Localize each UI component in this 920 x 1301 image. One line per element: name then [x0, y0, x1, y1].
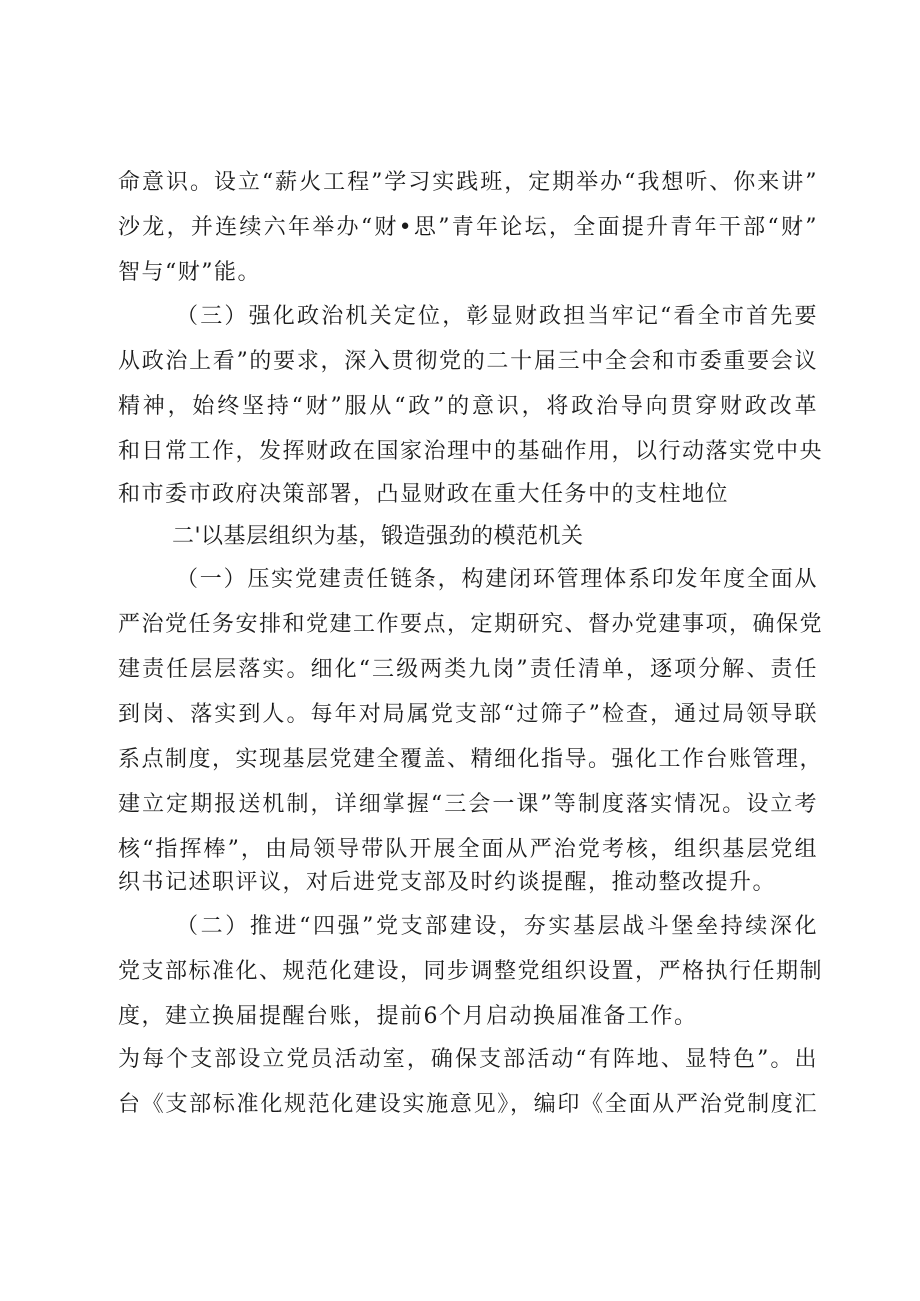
para4-line-3: 度，建立换届提醒台账，提前6个月启动换届准备工作。: [118, 1004, 698, 1029]
para3-line-3: 建责任层层落实。细化“三级两类九岗”责任清单，逐项分解、责任: [118, 657, 818, 682]
para2-line-3: 精神，始终坚持“财”服从“政”的意识，将政治导向贯穿财政改革: [118, 394, 818, 419]
para3-line-6: 建立定期报送机制，详细掌握“三会一课”等制度落实情况。设立考: [118, 792, 818, 817]
para1-line-1: 命意识。设立“薪火工程”学习实践班，定期举办“我想听、你来讲”: [118, 170, 818, 195]
para2-line-5: 和市委市政府决策部署，凸显财政在重大任务中的支柱地位: [118, 482, 730, 507]
para2-line-2: 从政治上看”的要求，深入贯彻党的二十届三中全会和市委重要会议: [118, 349, 818, 374]
para4-line-2: 党支部标准化、规范化建设，同步调整党组织设置，严格执行任期制: [118, 959, 824, 984]
para3-line-5: 系点制度，实现基层党建全覆盖、精细化指导。强化工作台账管理，: [118, 747, 824, 772]
para2-line-4: 和日常工作，发挥财政在国家治理中的基础作用，以行动落实党中央: [118, 439, 824, 464]
section-heading-2: 二'以基层组织为基，锻造强劲的模范机关: [172, 524, 584, 549]
para3-line-7: 核“指挥棒”，由局领导带队开展全面从严治党考核，组织基层党组: [118, 837, 818, 862]
para2-line-1: （三）强化政治机关定位，彰显财政担当牢记“看全市首先要: [176, 304, 818, 329]
para4-line-4: 为每个支部设立党员活动室，确保支部活动“有阵地、显特色”。出: [118, 1047, 818, 1072]
para4-line-5: 台《支部标准化规范化建设实施意见》，编印《全面从严治党制度汇: [118, 1092, 818, 1117]
para3-line-1: （一）压实党建责任链条，构建闭环管理体系印发年度全面从: [176, 567, 818, 592]
para1-line-2: 沙龙，并连续六年举办“财•思”青年论坛，全面提升青年干部“财”: [118, 215, 818, 240]
para3-line-2: 严治党任务安排和党建工作要点，定期研究、督办党建事项，确保党: [118, 612, 824, 637]
para3-line-4: 到岗、落实到人。每年对局属党支部“过筛子”检查，通过局领导联: [118, 702, 818, 727]
para3-line-8: 织书记述职评议，对后进党支部及时约谈提醒，推动整改提升。: [118, 870, 777, 895]
para1-line-3: 智与“财”能。: [118, 260, 261, 285]
para4-line-1: （二）推进“四强”党支部建设，夯实基层战斗堡垒持续深化: [176, 914, 818, 939]
